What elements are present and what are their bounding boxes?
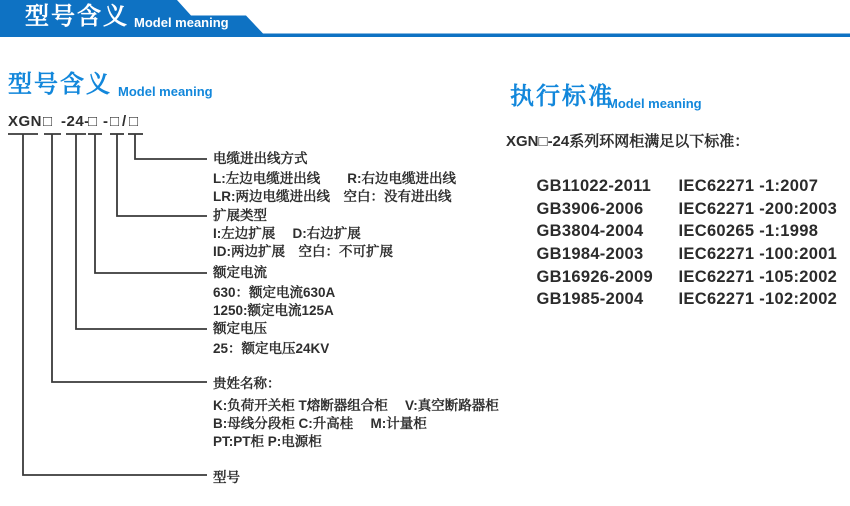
iec-standard: IEC62271 -105:2002: [678, 268, 838, 286]
model-code-box-4: □: [129, 113, 139, 130]
cabinet-name-line-1: K:负荷开关柜 T熔断器组合柜 V:真空断路器柜: [213, 398, 499, 413]
gb-standard: GB16926-2009: [536, 268, 653, 286]
rated-current-line-2: 1250:额定电流125A: [213, 303, 334, 318]
cabinet-name-title: 贵姓名称：: [213, 376, 281, 391]
cable-mode-line-2: LR:两边电缆进出线 空白：没有进出线: [213, 189, 452, 204]
expansion-type-title: 扩展类型: [213, 208, 267, 223]
model-label: 型号: [213, 470, 240, 485]
cabinet-name-line-2: B:母线分段柜 C:升高桂 M:计量柜: [213, 416, 427, 431]
model-code-slash: /: [122, 113, 127, 130]
page-title: 型号含义: [25, 3, 129, 30]
model-section-title-en: Model meaning: [118, 84, 213, 99]
model-code-box-3: □: [110, 113, 120, 130]
model-code-voltage: -24-: [61, 113, 90, 130]
page-title-en: Model meaning: [134, 15, 229, 30]
gb-standard: GB11022-2011: [536, 177, 652, 195]
rated-voltage-title: 额定电压: [213, 321, 267, 336]
leader-line-cable-mode: [135, 134, 207, 159]
standards-section-title-en: Model meaning: [607, 96, 702, 111]
cable-mode-title: 电缆进出线方式: [213, 151, 308, 166]
standards-intro: XGN□-24系列环网柜满足以下标准：: [506, 133, 750, 150]
rated-current-title: 额定电流: [213, 265, 267, 280]
iec-standard: IEC62271 -100:2001: [678, 245, 838, 263]
gb-standard: GB1984-2003: [536, 245, 644, 263]
leader-line-rated-current: [95, 134, 207, 273]
leader-line-expansion: [117, 134, 207, 216]
iec-standard: IEC60265 -1:1998: [678, 222, 819, 240]
cable-mode-line-1: L:左边电缆进出线 R:右边电缆进出线: [213, 171, 456, 186]
expansion-line-2: ID:两边扩展 空白：不可扩展: [213, 244, 393, 259]
gb-standard: GB3804-2004: [536, 222, 644, 240]
expansion-line-1: I:左边扩展 D:右边扩展: [213, 226, 361, 241]
model-section-title: 型号含义: [8, 71, 112, 98]
leader-line-model: [23, 134, 207, 475]
model-code-box-1: □: [43, 113, 53, 130]
cabinet-name-line-3: PT:PT柜 P:电源柜: [213, 434, 322, 449]
model-code-prefix: XGN: [8, 113, 43, 130]
rated-current-line-1: 630：额定电流630A: [213, 285, 336, 300]
iec-standard: IEC62271 -1:2007: [678, 177, 819, 195]
model-code-box-2: □: [88, 113, 98, 130]
iec-standard: IEC62271 -200:2003: [678, 200, 838, 218]
model-code-dash: -: [103, 113, 109, 130]
standard-row: [517, 271, 837, 328]
rated-voltage-line-1: 25：额定电压24KV: [213, 341, 330, 356]
standards-section-title: 执行标准: [510, 83, 614, 110]
gb-standard: GB1985-2004: [536, 290, 644, 308]
iec-standard: IEC62271 -102:2002: [678, 290, 838, 308]
gb-standard: GB3906-2006: [536, 200, 644, 218]
